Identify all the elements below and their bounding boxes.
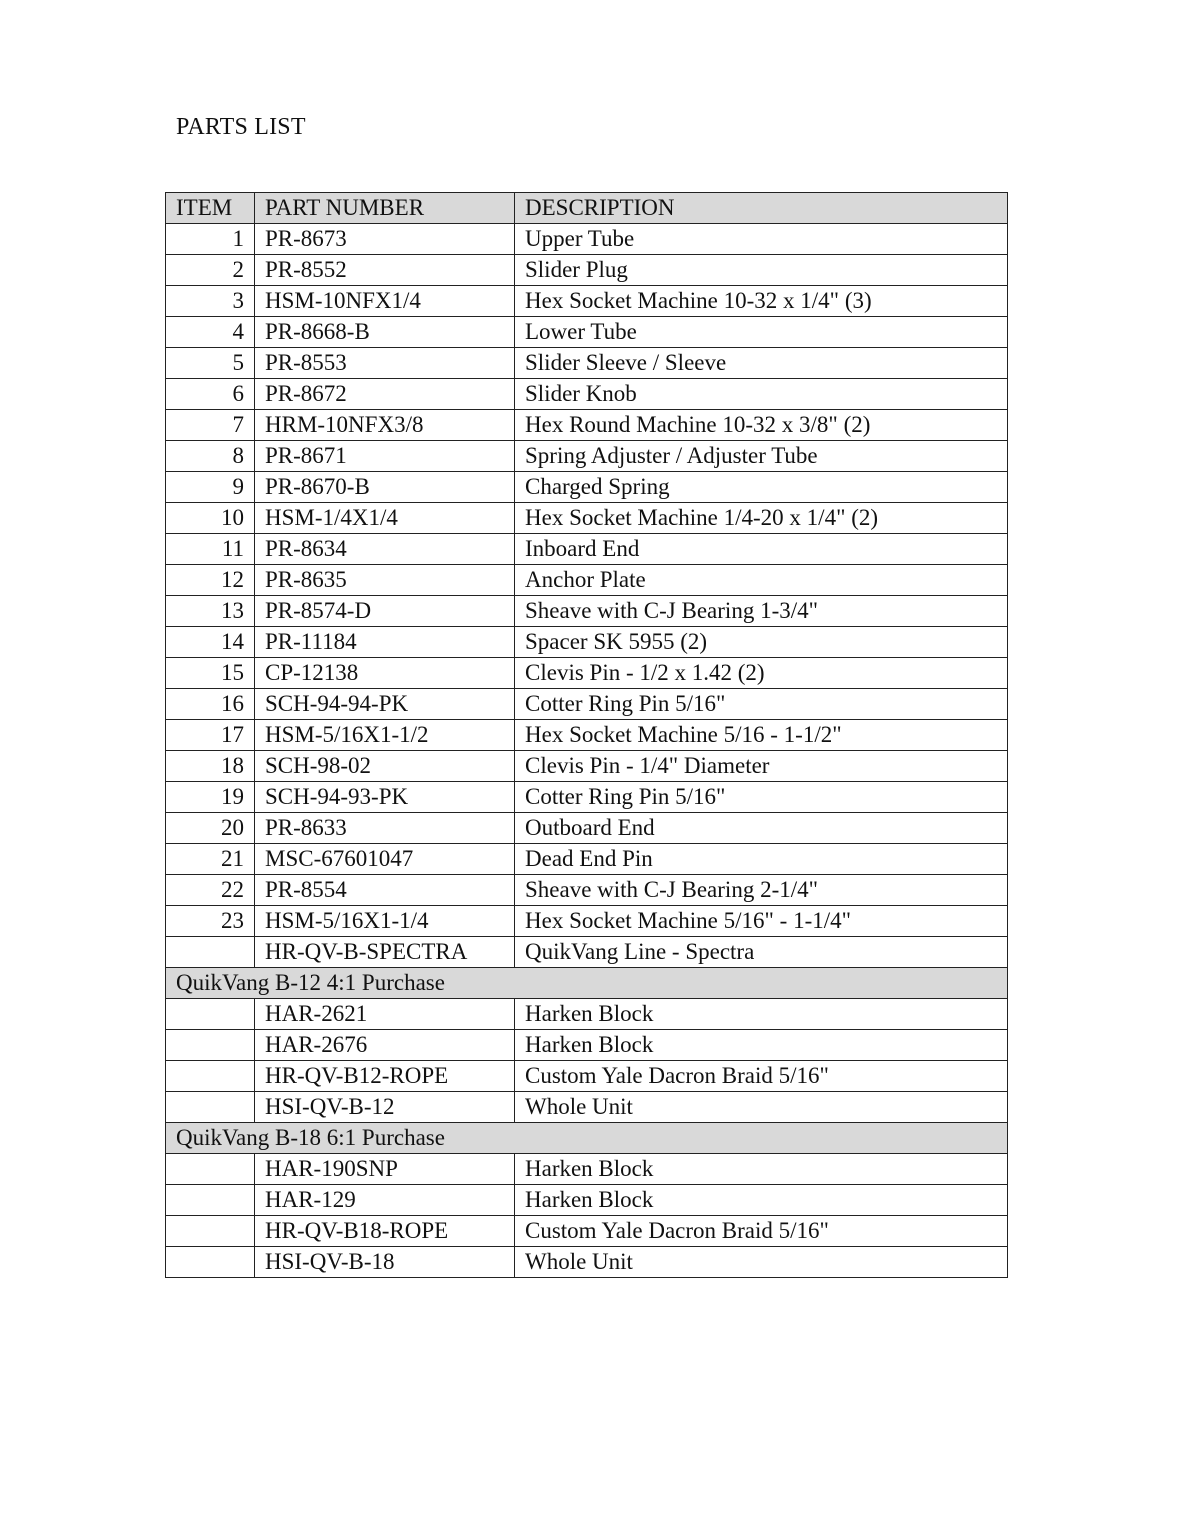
section-title: QuikVang B-12 4:1 Purchase [166,968,1008,999]
item-number-cell [166,999,255,1030]
table-row [166,503,1008,534]
part-number-cell: HAR-2621 [255,999,515,1030]
part-number-cell: HAR-2676 [255,1030,515,1061]
part-number-cell: PR-8635 [255,565,515,596]
table-row [166,813,1008,844]
table-row [166,1216,1008,1247]
page-title: PARTS LIST [176,114,306,140]
part-number-cell: HSI-QV-B-18 [255,1247,515,1278]
description-cell: Harken Block [515,1185,1008,1216]
table-row [166,348,1008,379]
item-number-cell [166,1185,255,1216]
table-row [166,751,1008,782]
item-number-cell: 10 [166,503,255,534]
table-row [166,720,1008,751]
description-cell: Hex Socket Machine 5/16 - 1-1/2" [515,720,1008,751]
part-number-cell: HSI-QV-B-12 [255,1092,515,1123]
part-number-cell: HSM-1/4X1/4 [255,503,515,534]
item-number-cell [166,1030,255,1061]
part-number-cell: HAR-129 [255,1185,515,1216]
part-number-cell: PR-8670-B [255,472,515,503]
description-cell: Whole Unit [515,1092,1008,1123]
description-cell: Dead End Pin [515,844,1008,875]
item-number-cell [166,1061,255,1092]
description-cell: Upper Tube [515,224,1008,255]
description-cell: Custom Yale Dacron Braid 5/16" [515,1216,1008,1247]
part-number-cell: PR-8574-D [255,596,515,627]
part-number-cell: HSM-5/16X1-1/4 [255,906,515,937]
table-row [166,379,1008,410]
table-row [166,441,1008,472]
description-cell: Hex Socket Machine 5/16" - 1-1/4" [515,906,1008,937]
description-cell: Anchor Plate [515,565,1008,596]
parts-table [165,192,1008,1278]
part-number-cell: HR-QV-B-SPECTRA [255,937,515,968]
item-number-cell: 4 [166,317,255,348]
table-row [166,1030,1008,1061]
part-number-cell: CP-12138 [255,658,515,689]
description-cell: Charged Spring [515,472,1008,503]
part-number-cell: MSC-67601047 [255,844,515,875]
table-row [166,317,1008,348]
item-number-cell: 5 [166,348,255,379]
section-title: QuikVang B-18 6:1 Purchase [166,1123,1008,1154]
item-number-cell: 12 [166,565,255,596]
item-number-cell: 19 [166,782,255,813]
description-cell: Slider Plug [515,255,1008,286]
table-row [166,565,1008,596]
item-number-cell: 3 [166,286,255,317]
table-row [166,1154,1008,1185]
description-cell: Cotter Ring Pin 5/16" [515,689,1008,720]
table-row [166,286,1008,317]
part-number-cell: PR-8672 [255,379,515,410]
description-cell: Harken Block [515,999,1008,1030]
description-cell: Slider Sleeve / Sleeve [515,348,1008,379]
description-cell: Hex Socket Machine 1/4-20 x 1/4" (2) [515,503,1008,534]
part-number-cell: PR-11184 [255,627,515,658]
table-row [166,1061,1008,1092]
item-number-cell: 18 [166,751,255,782]
description-cell: Hex Socket Machine 10-32 x 1/4" (3) [515,286,1008,317]
item-number-cell: 1 [166,224,255,255]
description-cell: Inboard End [515,534,1008,565]
header-part-number: PART NUMBER [255,193,515,224]
item-number-cell: 13 [166,596,255,627]
table-row [166,472,1008,503]
table-row [166,1247,1008,1278]
part-number-cell: PR-8552 [255,255,515,286]
part-number-cell: PR-8634 [255,534,515,565]
item-number-cell: 2 [166,255,255,286]
description-cell: Harken Block [515,1154,1008,1185]
table-row [166,844,1008,875]
item-number-cell: 6 [166,379,255,410]
table-row [166,410,1008,441]
part-number-cell: HR-QV-B12-ROPE [255,1061,515,1092]
part-number-cell: HSM-5/16X1-1/2 [255,720,515,751]
table-row [166,627,1008,658]
item-number-cell: 11 [166,534,255,565]
item-number-cell: 7 [166,410,255,441]
part-number-cell: SCH-94-93-PK [255,782,515,813]
description-cell: Whole Unit [515,1247,1008,1278]
table-row [166,999,1008,1030]
item-number-cell: 17 [166,720,255,751]
table-row [166,689,1008,720]
table-row [166,906,1008,937]
header-item: ITEM [166,193,255,224]
part-number-cell: HSM-10NFX1/4 [255,286,515,317]
table-row [166,782,1008,813]
description-cell: Clevis Pin - 1/4" Diameter [515,751,1008,782]
description-cell: Clevis Pin - 1/2 x 1.42 (2) [515,658,1008,689]
table-row [166,255,1008,286]
part-number-cell: HAR-190SNP [255,1154,515,1185]
part-number-cell: PR-8553 [255,348,515,379]
table-row [166,534,1008,565]
part-number-cell: SCH-98-02 [255,751,515,782]
description-cell: Custom Yale Dacron Braid 5/16" [515,1061,1008,1092]
item-number-cell: 8 [166,441,255,472]
item-number-cell: 22 [166,875,255,906]
description-cell: Harken Block [515,1030,1008,1061]
description-cell: Sheave with C-J Bearing 2-1/4" [515,875,1008,906]
item-number-cell: 15 [166,658,255,689]
description-cell: Spacer SK 5955 (2) [515,627,1008,658]
part-number-cell: PR-8633 [255,813,515,844]
part-number-cell: PR-8673 [255,224,515,255]
part-number-cell: SCH-94-94-PK [255,689,515,720]
description-cell: QuikVang Line - Spectra [515,937,1008,968]
description-cell: Spring Adjuster / Adjuster Tube [515,441,1008,472]
description-cell: Outboard End [515,813,1008,844]
table-row [166,224,1008,255]
description-cell: Cotter Ring Pin 5/16" [515,782,1008,813]
item-number-cell: 21 [166,844,255,875]
item-number-cell [166,1216,255,1247]
item-number-cell [166,937,255,968]
table-row [166,875,1008,906]
section-header-row [166,968,1008,999]
item-number-cell [166,1247,255,1278]
part-number-cell: HR-QV-B18-ROPE [255,1216,515,1247]
item-number-cell [166,1154,255,1185]
part-number-cell: PR-8668-B [255,317,515,348]
table-row [166,658,1008,689]
table-row [166,1092,1008,1123]
item-number-cell: 23 [166,906,255,937]
header-description: DESCRIPTION [515,193,1008,224]
item-number-cell: 9 [166,472,255,503]
description-cell: Slider Knob [515,379,1008,410]
item-number-cell: 16 [166,689,255,720]
description-cell: Lower Tube [515,317,1008,348]
table-body [166,224,1008,1278]
header-row [166,193,1008,224]
part-number-cell: PR-8671 [255,441,515,472]
section-header-row [166,1123,1008,1154]
item-number-cell: 20 [166,813,255,844]
table-row [166,937,1008,968]
description-cell: Sheave with C-J Bearing 1-3/4" [515,596,1008,627]
part-number-cell: HRM-10NFX3/8 [255,410,515,441]
table-row [166,596,1008,627]
table-header [166,193,1008,224]
item-number-cell [166,1092,255,1123]
description-cell: Hex Round Machine 10-32 x 3/8" (2) [515,410,1008,441]
part-number-cell: PR-8554 [255,875,515,906]
table-row [166,1185,1008,1216]
item-number-cell: 14 [166,627,255,658]
